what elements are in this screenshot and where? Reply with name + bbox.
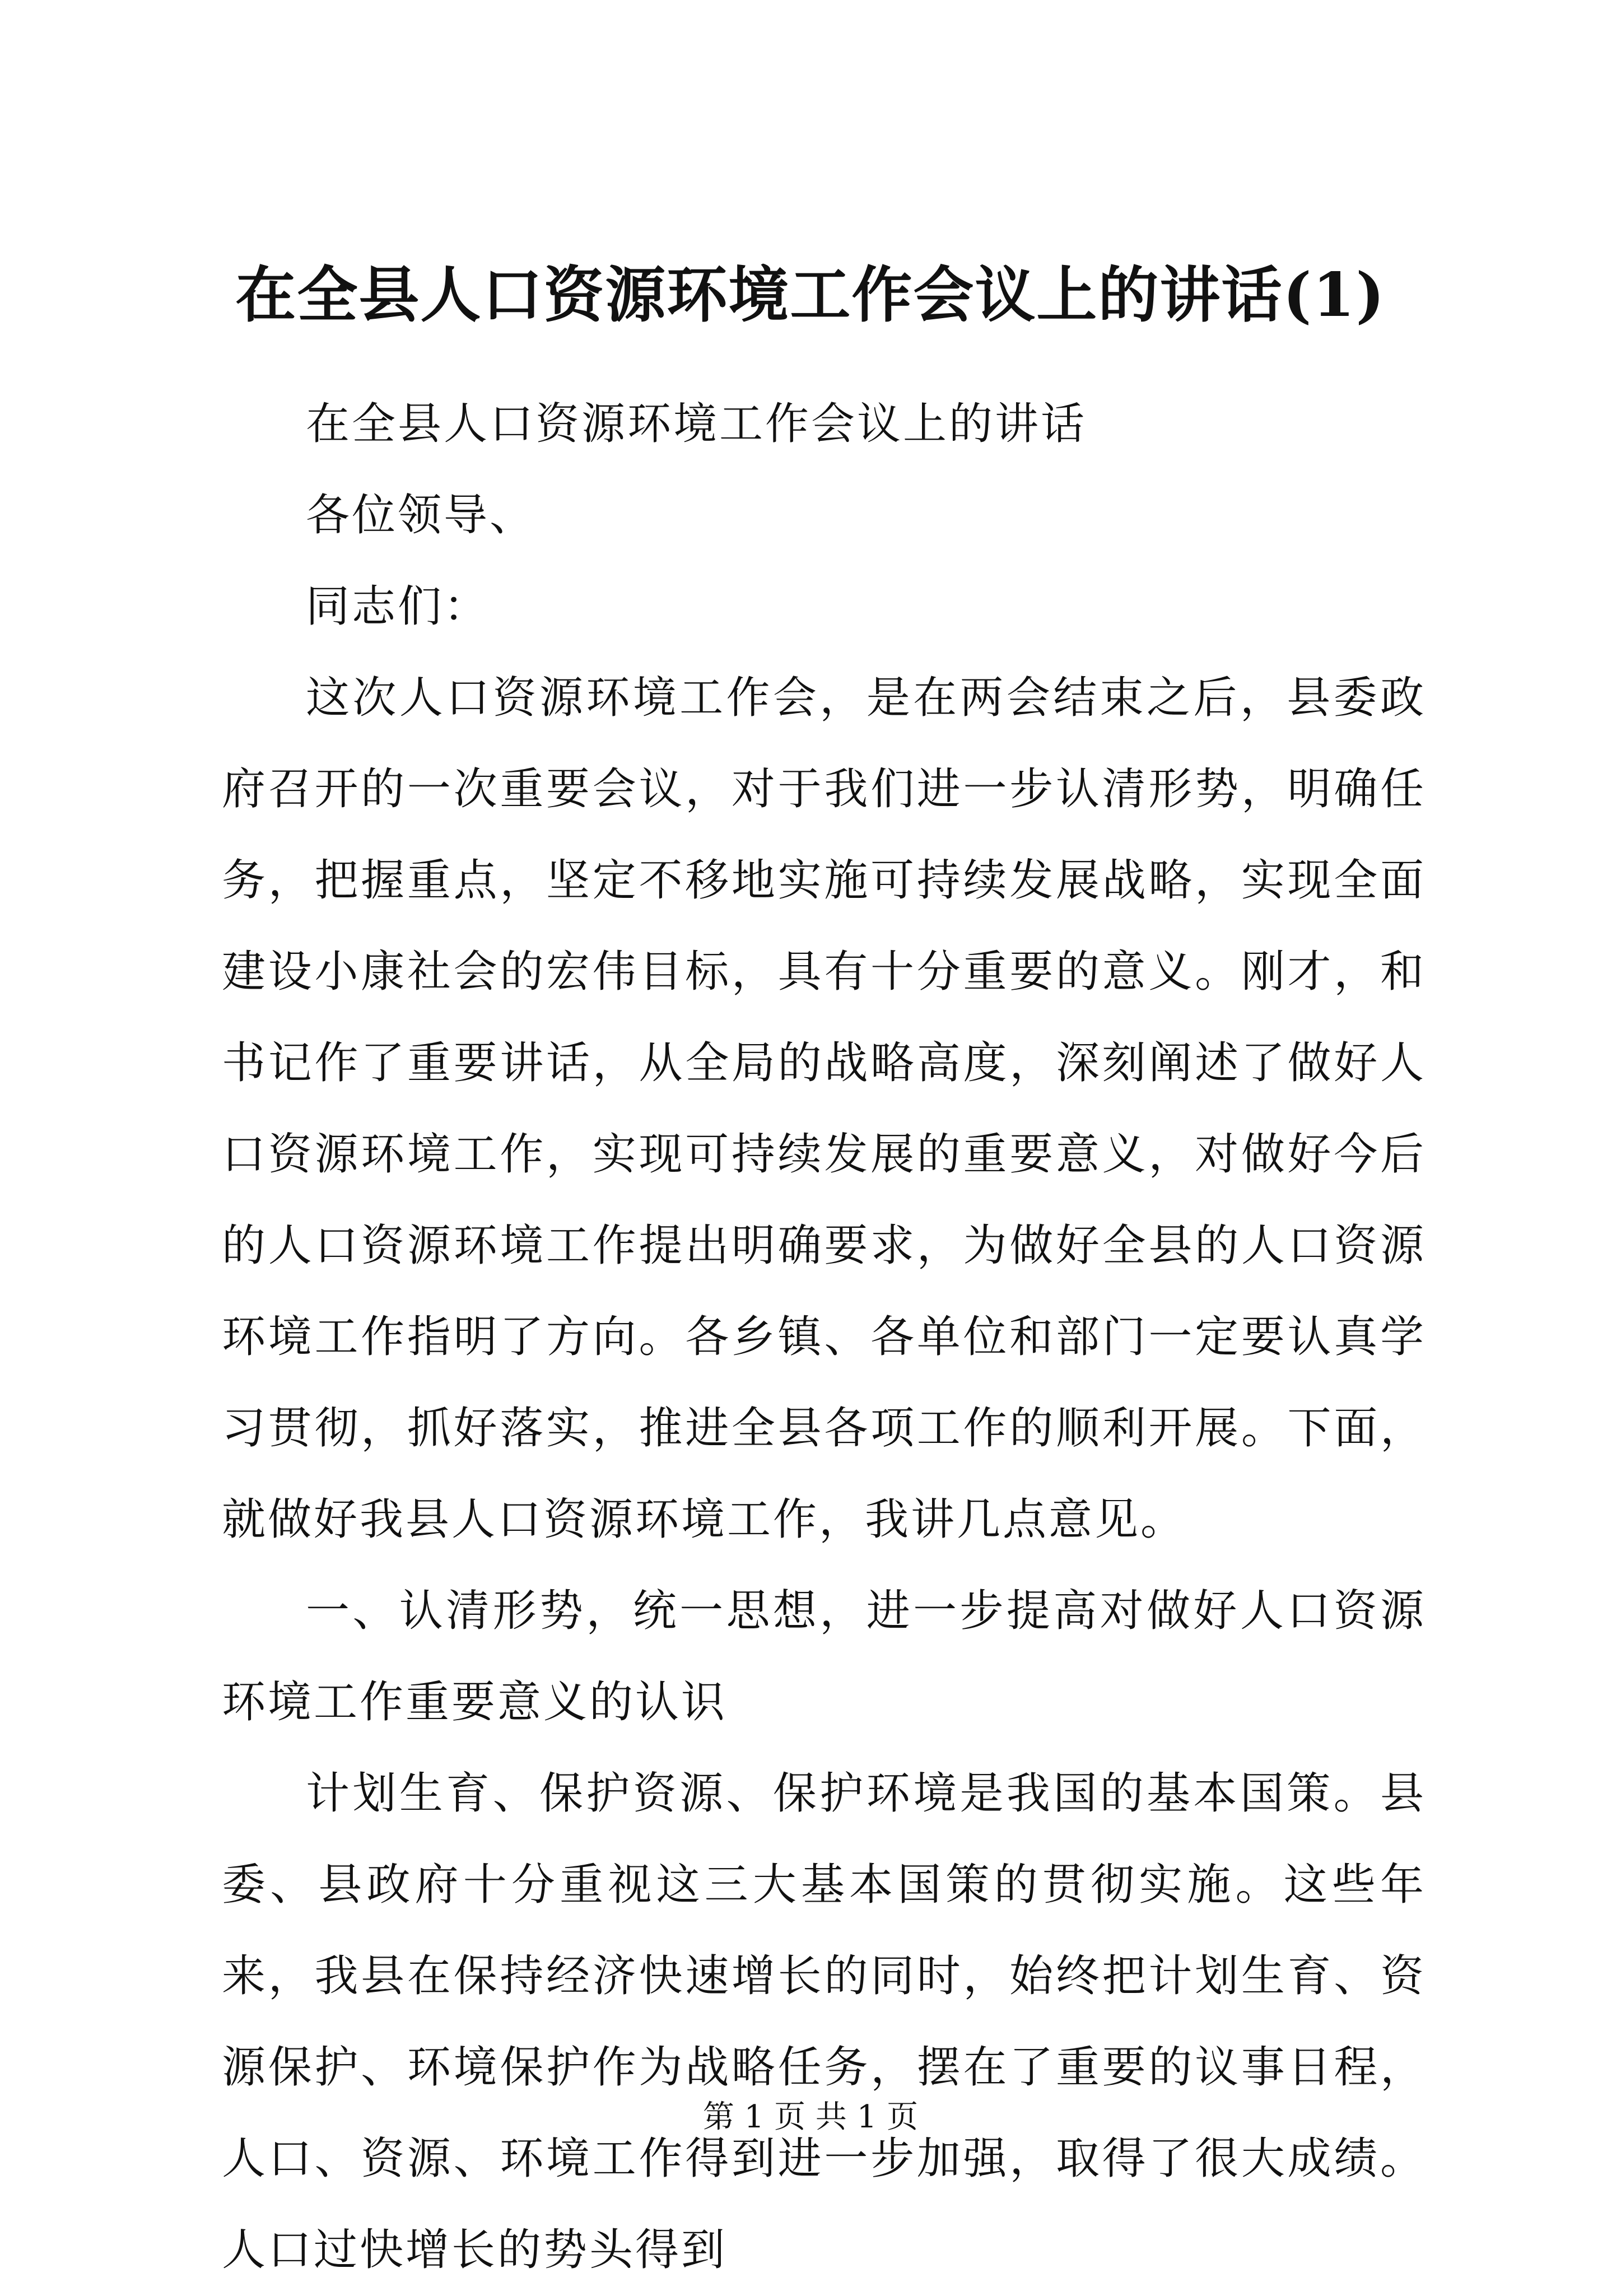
salutation-comrades: 同志们： bbox=[306, 581, 490, 632]
salutation-leaders: 各位领导、 bbox=[306, 490, 536, 541]
section-heading-one: 一、认清形势，统一思想，进一步提高对做好人口资源环境工作重要意义的认识 bbox=[222, 1586, 1426, 1727]
page-footer: 第 1 页 共 1 页 bbox=[702, 2099, 919, 2135]
subtitle-paragraph: 在全县人口资源环境工作会议上的讲话 bbox=[306, 399, 1087, 449]
intro-paragraph: 这次人口资源环境工作会，是在两会结束之后，县委政府召开的一次重要会议，对于我们进一步认清形势，明确任务，把握重点，坚定不移地实施可持续发展战略，实现全面建设小康社会的宏伟目标，具有十分重要的意义。刚才，和书记作了重要讲话，从全局的战略高度，深刻阐述了做好人口资源环境工作，实现可持续发展的重要意义，对做好今后的人口资源环境工作提出明确要求，为做好全县的人口资源环境工作指明了方向。各乡镇、各单位和部门一定要认真学习贯彻，抓好落实，推进全县各项工作的顺利开展。下面，就做好我县人口资源环境工作，我讲几点意见。 bbox=[222, 673, 1426, 1545]
section-one-paragraph: 计划生育、保护资源、保护环境是我国的基本国策。县委、县政府十分重视这三大基本国策的贯彻实施。这些年来，我县在保持经济快速增长的同时，始终把计划生育、资源保护、环境保护作为战略任务，摆在了重要的议事日程，人口、资源、环境工作得到进一步加强，取得了很大成绩。人口过快增长的势头得到 bbox=[222, 1768, 1426, 2275]
document-title: 在全县人口资源环境工作会议上的讲话(1) bbox=[235, 260, 1386, 330]
document-body bbox=[222, 379, 1426, 2296]
